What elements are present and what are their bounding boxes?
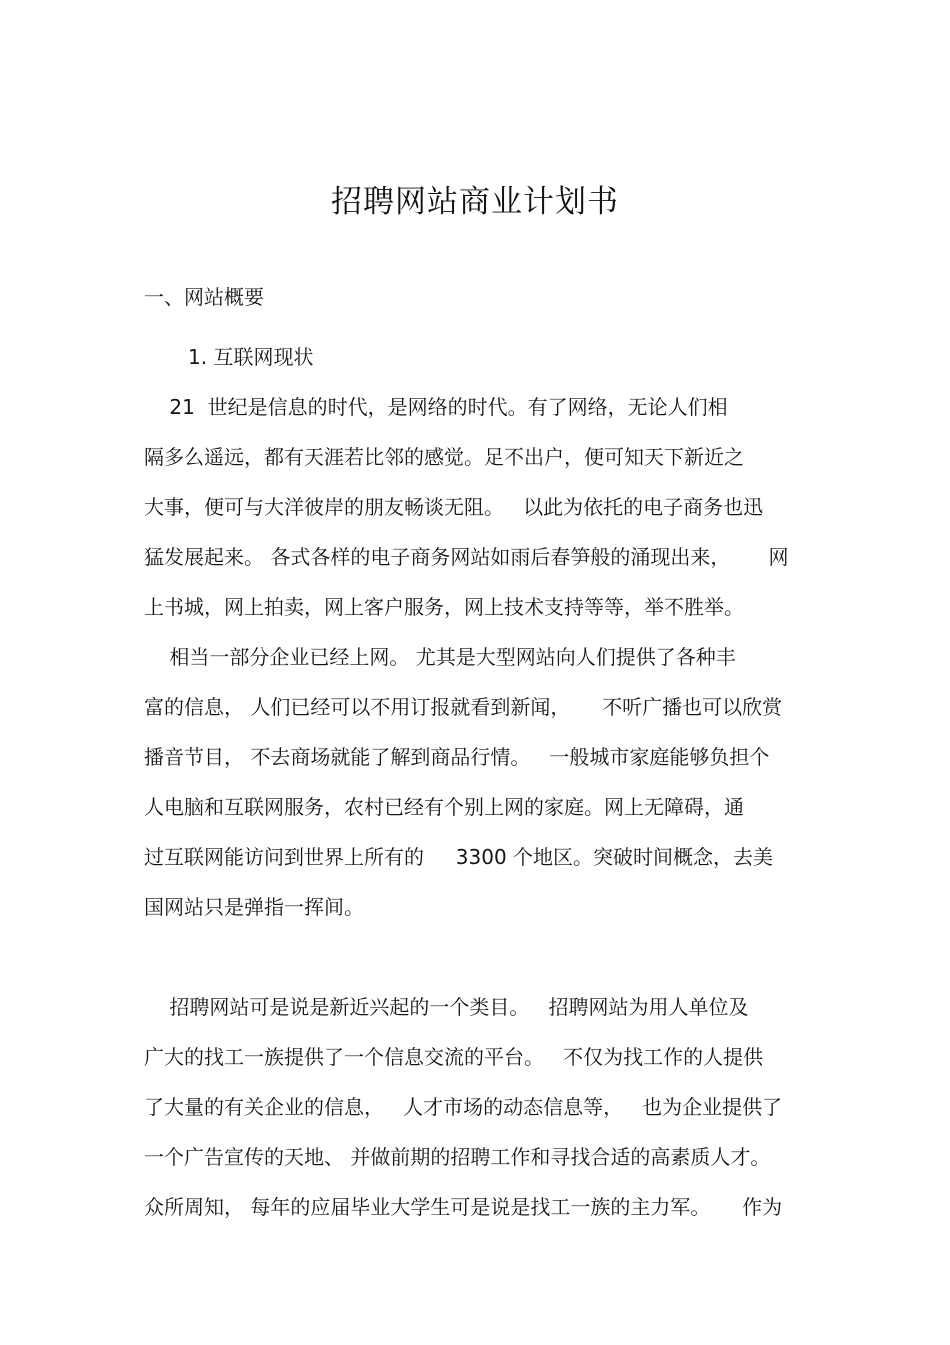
paragraph-2-line-5: 过互联网能访问到世界上所有的 3300 个地区。突破时间概念，去美 bbox=[144, 845, 774, 869]
paragraph-1-line-4: 猛发展起来。 各式各样的电子商务网站如雨后春笋般的涌现出来， 网 bbox=[144, 545, 789, 569]
paragraph-1-line-1: 21 世纪是信息的时代，是网络的时代。有了网络，无论人们相 bbox=[144, 395, 728, 419]
paragraph-2-line-1: 相当一部分企业已经上网。 尤其是大型网站向人们提供了各种丰 bbox=[144, 645, 736, 669]
paragraph-3-line-5: 众所周知， 每年的应届毕业大学生可是说是找工一族的主力军。 作为 bbox=[144, 1195, 783, 1219]
paragraph-2-line-4: 人电脑和互联网服务，农村已经有个别上网的家庭。网上无障碍，通 bbox=[144, 795, 744, 819]
paragraph-1-line-3: 大事，便可与大洋彼岸的朋友畅谈无阻。 以此为依托的电子商务也迅 bbox=[144, 495, 764, 519]
subsection-heading: 1. 互联网现状 bbox=[188, 345, 314, 369]
paragraph-3-line-3: 了大量的有关企业的信息， 人才市场的动态信息等， 也为企业提供了 bbox=[144, 1095, 783, 1119]
paragraph-3-line-2: 广大的找工一族提供了一个信息交流的平台。 不仅为找工作的人提供 bbox=[144, 1045, 764, 1069]
paragraph-1-line-5: 上书城，网上拍卖，网上客户服务，网上技术支持等等，举不胜举。 bbox=[144, 595, 744, 619]
paragraph-2-line-6: 国网站只是弹指一挥间。 bbox=[144, 895, 364, 919]
paragraph-1-line-2: 隔多么遥远，都有天涯若比邻的感觉。足不出户，便可知天下新近之 bbox=[144, 445, 744, 469]
paragraph-3-line-1: 招聘网站可是说是新近兴起的一个类目。 招聘网站为用人单位及 bbox=[144, 995, 749, 1019]
paragraph-3-line-4: 一个广告宣传的天地、 并做前期的招聘工作和寻找合适的高素质人才。 bbox=[144, 1145, 771, 1169]
document-title: 招聘网站商业计划书 bbox=[331, 184, 619, 220]
paragraph-2-line-3: 播音节目， 不去商场就能了解到商品行情。 一般城市家庭能够负担个 bbox=[144, 745, 770, 769]
section-heading: 一、网站概要 bbox=[144, 285, 264, 309]
paragraph-2-line-2: 富的信息， 人们已经可以不用订报就看到新闻， 不听广播也可以欣赏 bbox=[144, 695, 783, 719]
